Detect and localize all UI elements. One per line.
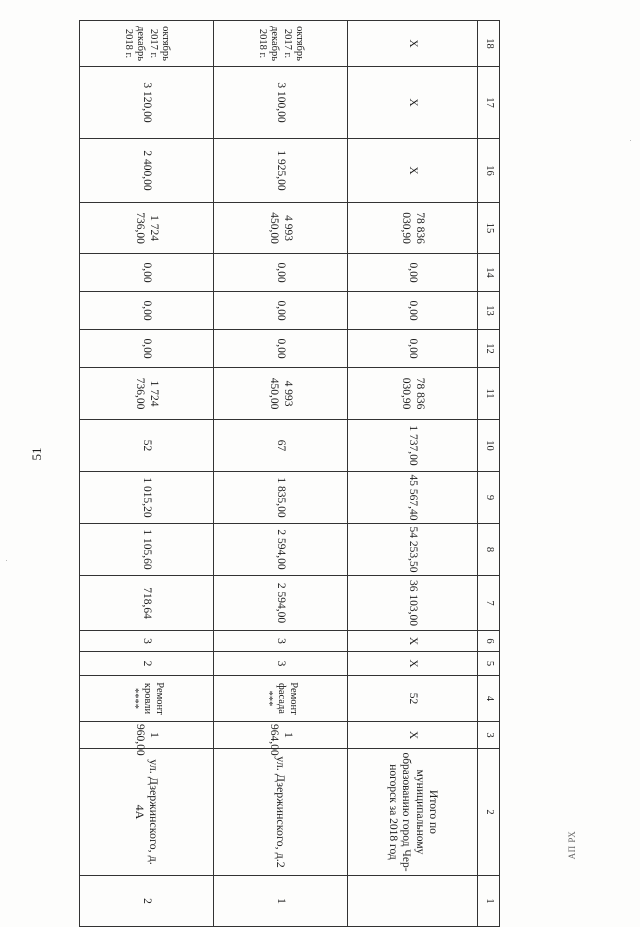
cell-col13: 0,00: [348, 292, 478, 330]
cell-col16: 1 925,00: [214, 139, 348, 203]
cell-col1: 2: [80, 876, 214, 927]
cell-col7: 36 103,00: [348, 576, 478, 631]
cell-col9: 1 015,20: [80, 472, 214, 524]
cell-col2-address: ул. Дзержинского, д. 4А: [80, 749, 214, 876]
header-cell: 1: [478, 876, 500, 927]
cell-col7: 2 594,00: [214, 576, 348, 631]
cell-col18: октябрь 2017 г. декабрь 2018 г.: [80, 21, 214, 67]
cell-col10: 67: [214, 420, 348, 472]
cell-col17: 3 100,00: [214, 67, 348, 139]
header-cell: 4: [478, 676, 500, 722]
cell-col17: X: [348, 67, 478, 139]
cell-col8: 2 594,00: [214, 524, 348, 576]
header-cell: 9: [478, 472, 500, 524]
cell-col5: 2: [80, 652, 214, 676]
header-cell: 6: [478, 631, 500, 652]
cell-col15: 78 836 030,90: [348, 203, 478, 254]
cell-col6: 3: [80, 631, 214, 652]
cell-col10: 1 737,00: [348, 420, 478, 472]
page-number: 51: [29, 447, 44, 461]
header-cell: 3: [478, 722, 500, 749]
cell-col2-total-label: Итого по муниципальному образованию город Чер-ногорск за 2018 год: [348, 749, 478, 876]
cell-col7: 718,64: [80, 576, 214, 631]
cell-col6: X: [348, 631, 478, 652]
header-cell: 13: [478, 292, 500, 330]
header-cell: 10: [478, 420, 500, 472]
header-cell: 8: [478, 524, 500, 576]
cell-col8: 1 105,60: [80, 524, 214, 576]
table-header-row: [478, 21, 500, 927]
footer-stamp-text: АП РХ: [567, 830, 577, 860]
cell-col8: 54 253,50: [348, 524, 478, 576]
cell-col12: 0,00: [80, 330, 214, 368]
cell-col5: X: [348, 652, 478, 676]
table-row-total: [348, 21, 478, 927]
cell-col18: X: [348, 21, 478, 67]
header-cell: 16: [478, 139, 500, 203]
table-row: [80, 21, 214, 927]
cell-col2-address: ул. Дзержинского, д.2: [214, 749, 348, 876]
header-cell: 2: [478, 749, 500, 876]
header-cell: 15: [478, 203, 500, 254]
cell-col5: 3: [214, 652, 348, 676]
rotated-table-wrapper: [80, 20, 500, 904]
cell-col11: 1 724 736,00: [80, 368, 214, 420]
header-cell: 11: [478, 368, 500, 420]
cell-col1: [348, 876, 478, 927]
document-table-area: [80, 20, 500, 904]
cell-col11: 4 993 450,00: [214, 368, 348, 420]
scan-artifact: [630, 140, 631, 141]
cell-col14: 0,00: [214, 254, 348, 292]
scan-artifact: [6, 560, 7, 561]
cell-col13: 0,00: [80, 292, 214, 330]
cell-col14: 0,00: [80, 254, 214, 292]
cell-col9: 45 567,40: [348, 472, 478, 524]
header-cell: 18: [478, 21, 500, 67]
cell-col3: 1 964,00: [214, 722, 348, 749]
cell-col18: октябрь 2017 г. декабрь 2018 г.: [214, 21, 348, 67]
header-cell: 14: [478, 254, 500, 292]
cell-col11: 78 836 030,90: [348, 368, 478, 420]
cell-col15: 1 724 736,00: [80, 203, 214, 254]
cell-col3: 1 960,00: [80, 722, 214, 749]
data-table: [79, 20, 500, 927]
cell-col1: 1: [214, 876, 348, 927]
cell-col14: 0,00: [348, 254, 478, 292]
cell-col16: 2 400,00: [80, 139, 214, 203]
cell-col6: 3: [214, 631, 348, 652]
cell-col12: 0,00: [348, 330, 478, 368]
cell-col10: 52: [80, 420, 214, 472]
cell-col17: 3 120,00: [80, 67, 214, 139]
cell-col3: X: [348, 722, 478, 749]
cell-col12: 0,00: [214, 330, 348, 368]
cell-col4: Ремонт кровли ****: [80, 676, 214, 722]
header-cell: 7: [478, 576, 500, 631]
cell-col15: 4 993 450,00: [214, 203, 348, 254]
table-row: [214, 21, 348, 927]
header-cell: 5: [478, 652, 500, 676]
cell-col9: 1 835,00: [214, 472, 348, 524]
header-cell: 12: [478, 330, 500, 368]
header-cell: 17: [478, 67, 500, 139]
cell-col16: X: [348, 139, 478, 203]
cell-col4: Ремонт фасада ***: [214, 676, 348, 722]
cell-col13: 0,00: [214, 292, 348, 330]
cell-col4: 52: [348, 676, 478, 722]
